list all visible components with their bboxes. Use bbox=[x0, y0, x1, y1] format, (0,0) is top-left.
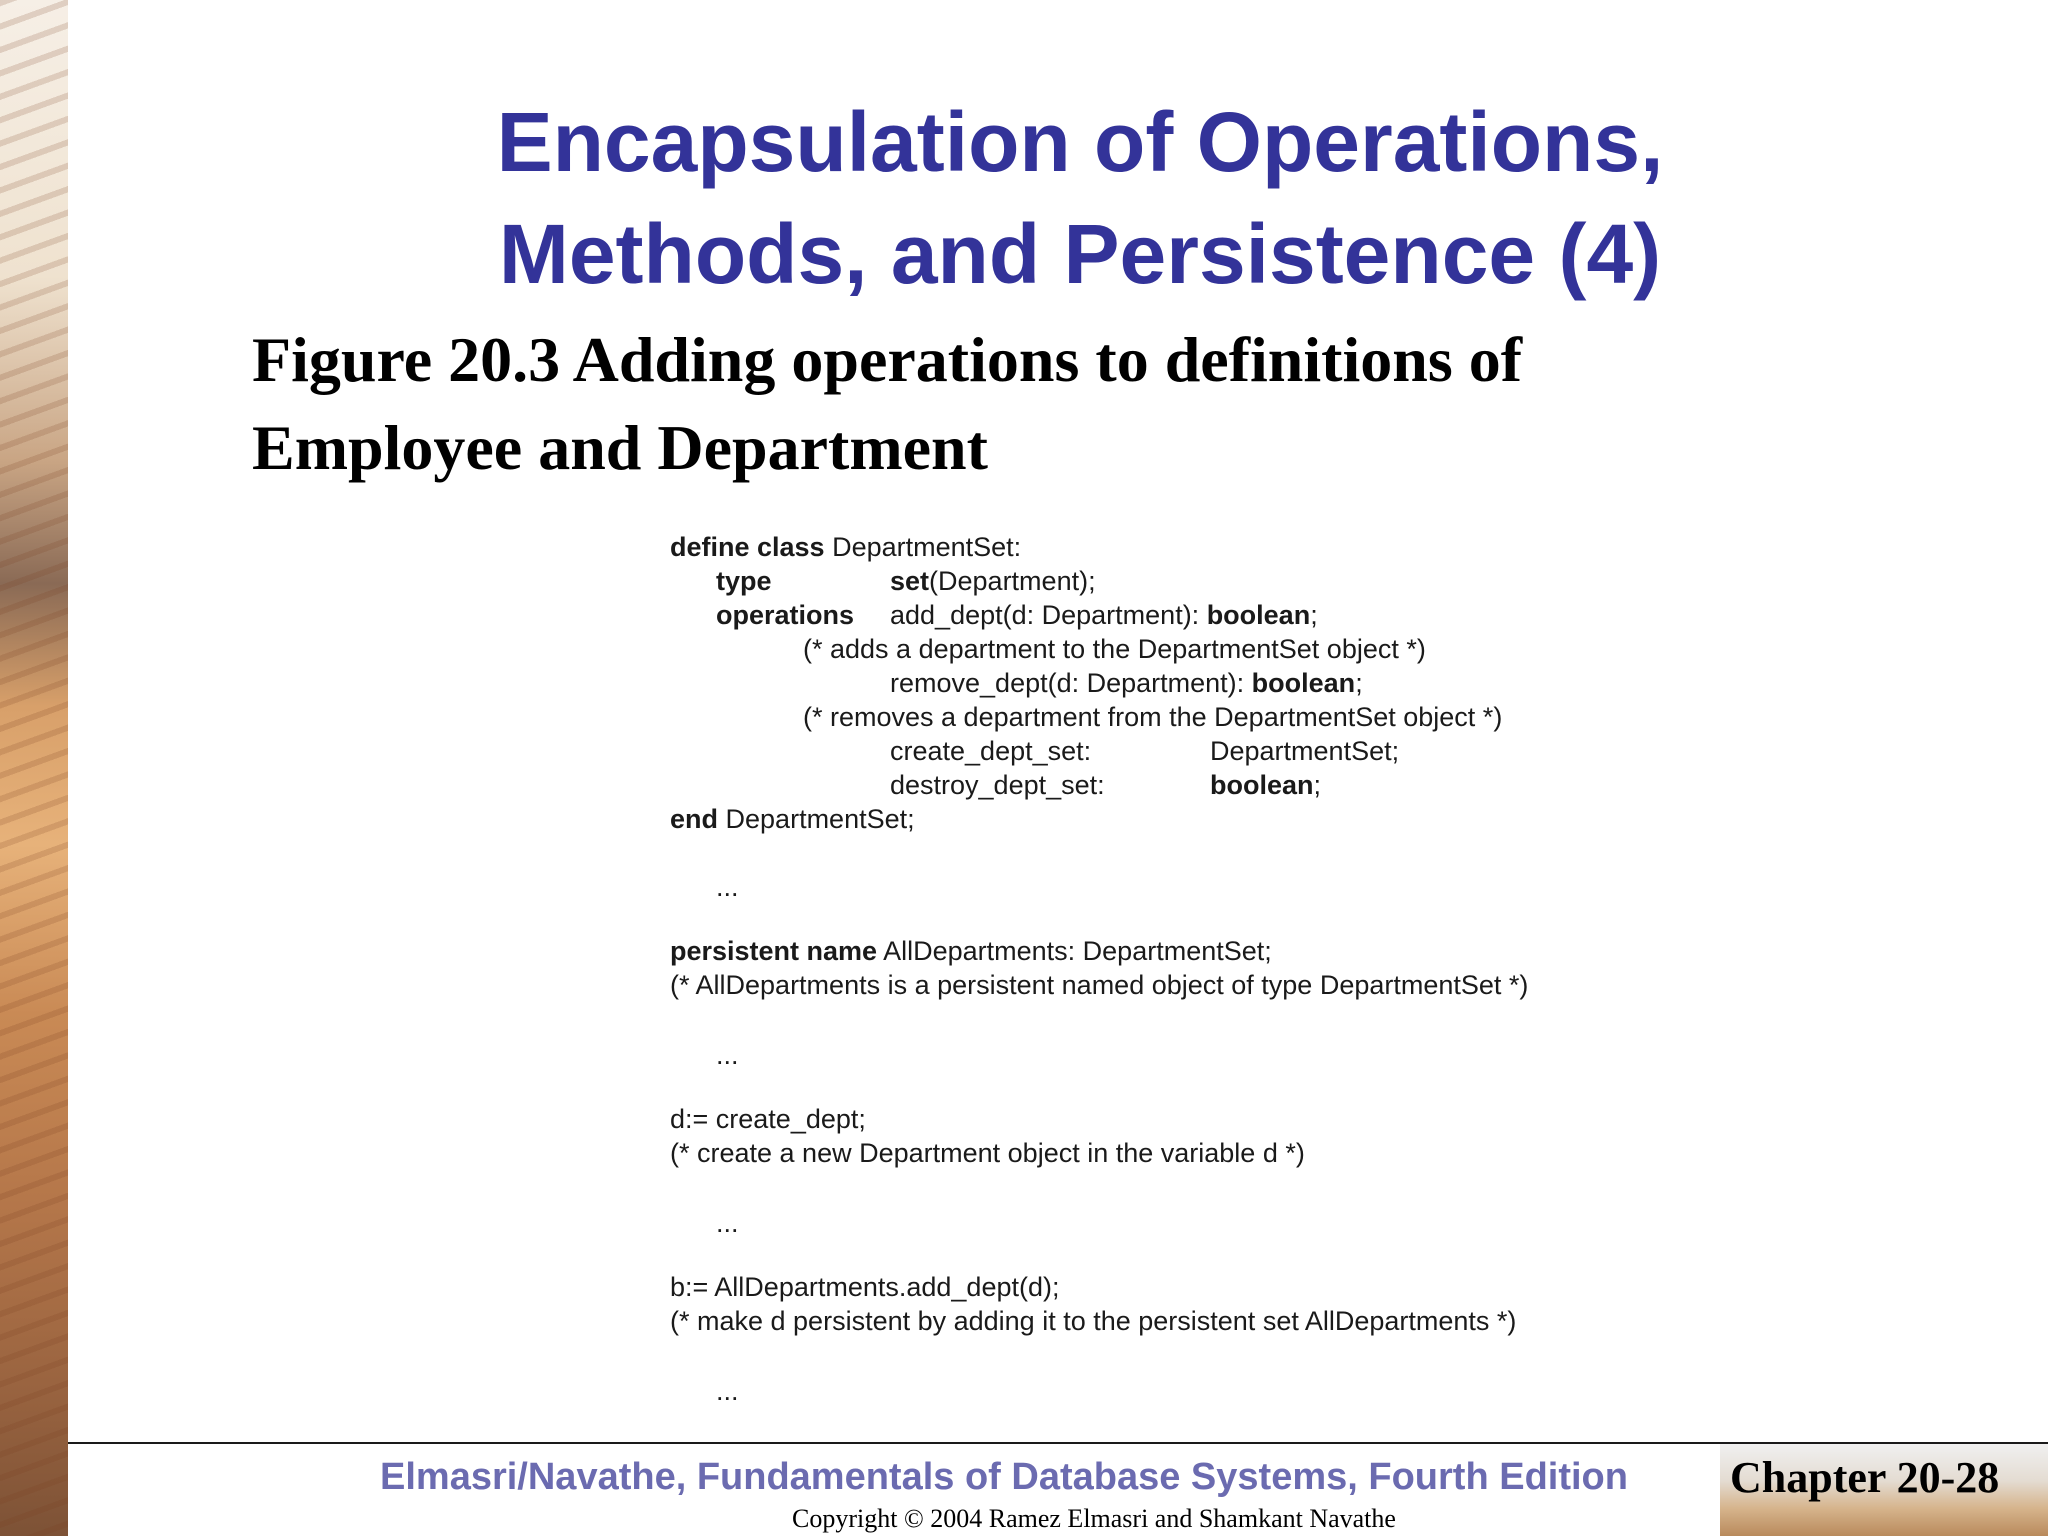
code-comment-create: (* create a new Department object in the variable d *) bbox=[670, 1138, 1305, 1168]
slide-title bbox=[440, 86, 1720, 310]
code-line-create-dept: d:= create_dept; bbox=[670, 1104, 866, 1134]
code-line-define-class bbox=[670, 530, 1021, 564]
keyword-define-class: define class bbox=[670, 532, 825, 562]
desert-background-strip bbox=[0, 0, 68, 1536]
code-line-add-statement: b:= AllDepartments.add_dept(d); bbox=[670, 1272, 1060, 1302]
code-line-destroy-dept-set: destroy_dept_set: bbox=[890, 770, 1105, 800]
keyword-boolean: boolean bbox=[1206, 600, 1311, 630]
code-ellipsis: ... bbox=[716, 1040, 739, 1070]
copyright-notice: Copyright © 2004 Ramez Elmasri and Shamkant Navathe bbox=[792, 1504, 1396, 1533]
persistent-declaration: AllDepartments: DepartmentSet; bbox=[883, 936, 1272, 966]
code-line-persistent-name bbox=[670, 934, 1272, 968]
code-line-type-label bbox=[716, 564, 772, 598]
set-argument: (Department); bbox=[929, 566, 1096, 596]
caption-line-2: Employee and Department bbox=[252, 412, 988, 483]
semicolon: ; bbox=[1355, 668, 1363, 698]
keyword-boolean: boolean bbox=[1210, 770, 1314, 800]
code-line-end bbox=[670, 802, 915, 836]
code-figure bbox=[670, 530, 1670, 1420]
keyword-persistent-name: persistent name bbox=[670, 936, 878, 966]
keyword-type: type bbox=[716, 566, 772, 596]
caption-line-1: Figure 20.3 Adding operations to definitions of bbox=[252, 324, 1523, 395]
code-line-remove-dept bbox=[890, 666, 1363, 700]
code-line-operations-label bbox=[716, 598, 854, 632]
end-class-name: DepartmentSet; bbox=[725, 804, 915, 834]
code-comment-persistent: (* AllDepartments is a persistent named object of type DepartmentSet *) bbox=[670, 970, 1529, 1000]
add-dept-signature: add_dept(d: Department): bbox=[890, 600, 1207, 630]
semicolon: ; bbox=[1313, 770, 1322, 800]
chapter-page-label: Chapter 20-28 bbox=[1730, 1453, 2000, 1502]
figure-caption bbox=[252, 316, 1752, 492]
keyword-operations: operations bbox=[716, 600, 855, 630]
code-comment-make-persistent: (* make d persistent by adding it to the persistent set AllDepartments *) bbox=[670, 1306, 1517, 1336]
code-line-type-value bbox=[890, 564, 1096, 598]
remove-dept-signature: remove_dept(d: Department): bbox=[890, 668, 1252, 698]
code-comment-removes: (* removes a department from the DepartmentSet object *) bbox=[803, 702, 1503, 732]
code-ellipsis: ... bbox=[716, 1208, 739, 1238]
code-line-add-dept bbox=[890, 598, 1318, 632]
title-line-1: Encapsulation of Operations, bbox=[496, 95, 1664, 189]
code-line-create-dept-set: create_dept_set: bbox=[890, 736, 1092, 766]
code-line-destroy-dept-set-type bbox=[1210, 768, 1321, 802]
keyword-end: end bbox=[670, 804, 719, 834]
class-name: DepartmentSet: bbox=[832, 532, 1022, 562]
semicolon: ; bbox=[1310, 600, 1318, 630]
footer-book-title: Elmasri/Navathe, Fundamentals of Database Systems, Fourth Edition bbox=[380, 1456, 1628, 1498]
code-ellipsis: ... bbox=[716, 1376, 739, 1406]
code-comment-adds: (* adds a department to the DepartmentSet object *) bbox=[803, 634, 1426, 664]
keyword-boolean: boolean bbox=[1251, 668, 1356, 698]
code-line-create-dept-set-type: DepartmentSet; bbox=[1210, 736, 1400, 766]
code-ellipsis: ... bbox=[716, 872, 739, 902]
keyword-set: set bbox=[890, 566, 930, 596]
title-line-2: Methods, and Persistence (4) bbox=[498, 207, 1662, 301]
